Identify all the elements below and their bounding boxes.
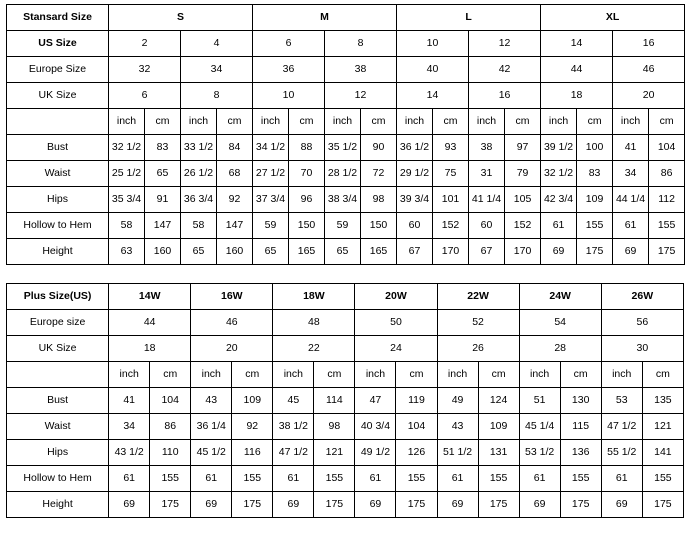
- cell: 112: [649, 187, 685, 213]
- cell: 29 1/2: [397, 161, 433, 187]
- cell: 67: [397, 239, 433, 265]
- cell: 72: [361, 161, 397, 187]
- cell: 38: [469, 135, 505, 161]
- cell: 147: [145, 213, 181, 239]
- row-label-hips: Hips: [7, 187, 109, 213]
- cell: 20: [613, 83, 685, 109]
- table-row-waist: [7, 414, 684, 440]
- cell: 48: [273, 310, 355, 336]
- unit-cell: cm: [217, 109, 253, 135]
- cell: 36 1/4: [191, 414, 232, 440]
- row-label-us-size: US Size: [7, 31, 109, 57]
- cell: 119: [396, 388, 437, 414]
- unit-cell: cm: [649, 109, 685, 135]
- row-label-europe-size: Europe Size: [7, 57, 109, 83]
- cell: 61: [355, 466, 396, 492]
- cell: 104: [649, 135, 685, 161]
- unit-cell: cm: [361, 109, 397, 135]
- cell: 61: [519, 466, 560, 492]
- cell: 65: [145, 161, 181, 187]
- cell: 69: [191, 492, 232, 518]
- cell: 51: [519, 388, 560, 414]
- cell: 18: [541, 83, 613, 109]
- cell: 49 1/2: [355, 440, 396, 466]
- cell: 8: [325, 31, 397, 57]
- cell: 155: [642, 466, 683, 492]
- cell: 175: [560, 492, 601, 518]
- unit-cell: inch: [613, 109, 649, 135]
- cell: 50: [355, 310, 437, 336]
- cell: 12: [325, 83, 397, 109]
- cell: 155: [649, 213, 685, 239]
- cell: 155: [150, 466, 191, 492]
- cell: 152: [433, 213, 469, 239]
- cell: 152: [505, 213, 541, 239]
- table-row-units: [7, 109, 685, 135]
- table-row-waist: [7, 161, 685, 187]
- cell: 40: [397, 57, 469, 83]
- unit-cell: inch: [109, 362, 150, 388]
- cell: 43 1/2: [109, 440, 150, 466]
- cell: 34 1/2: [253, 135, 289, 161]
- cell: 46: [613, 57, 685, 83]
- cell: 44 1/4: [613, 187, 649, 213]
- plus-size-24w: 24W: [519, 284, 601, 310]
- unit-cell: inch: [273, 362, 314, 388]
- cell: 160: [217, 239, 253, 265]
- cell: 105: [505, 187, 541, 213]
- table-spacer: [6, 265, 684, 283]
- cell: 47 1/2: [273, 440, 314, 466]
- cell: 44: [109, 310, 191, 336]
- cell: 79: [505, 161, 541, 187]
- cell: 16: [613, 31, 685, 57]
- row-label-europe-size: Europe size: [7, 310, 109, 336]
- cell: 61: [109, 466, 150, 492]
- cell: 175: [232, 492, 273, 518]
- cell: 61: [613, 213, 649, 239]
- cell: 67: [469, 239, 505, 265]
- cell: 49: [437, 388, 478, 414]
- cell: 45 1/2: [191, 440, 232, 466]
- cell: 22: [273, 336, 355, 362]
- cell: 121: [314, 440, 355, 466]
- cell: 56: [601, 310, 683, 336]
- cell: 30: [601, 336, 683, 362]
- cell: 61: [541, 213, 577, 239]
- cell: 69: [519, 492, 560, 518]
- row-label-height: Height: [7, 239, 109, 265]
- unit-cell: inch: [601, 362, 642, 388]
- cell: 6: [253, 31, 325, 57]
- cell: 53 1/2: [519, 440, 560, 466]
- cell: 28: [519, 336, 601, 362]
- cell: 32 1/2: [109, 135, 145, 161]
- cell: 90: [361, 135, 397, 161]
- cell: 155: [560, 466, 601, 492]
- letter-size-m: M: [253, 5, 397, 31]
- cell: 98: [361, 187, 397, 213]
- plus-size-14w: 14W: [109, 284, 191, 310]
- unit-cell: inch: [519, 362, 560, 388]
- row-label-bust: Bust: [7, 135, 109, 161]
- letter-size-s: S: [109, 5, 253, 31]
- cell: 69: [601, 492, 642, 518]
- plus-size-table: [6, 283, 684, 518]
- cell: 69: [355, 492, 396, 518]
- plus-size-18w: 18W: [273, 284, 355, 310]
- cell: 33 1/2: [181, 135, 217, 161]
- unit-cell: cm: [232, 362, 273, 388]
- row-label-waist: Waist: [7, 161, 109, 187]
- plus-size-20w: 20W: [355, 284, 437, 310]
- cell: 93: [433, 135, 469, 161]
- cell: 69: [437, 492, 478, 518]
- cell: 61: [437, 466, 478, 492]
- table-row-height: [7, 492, 684, 518]
- cell: 53: [601, 388, 642, 414]
- row-label-hips: Hips: [7, 440, 109, 466]
- cell: 104: [150, 388, 191, 414]
- cell: 59: [325, 213, 361, 239]
- table-row-europe-size: [7, 310, 684, 336]
- cell: 34: [109, 414, 150, 440]
- cell: 109: [232, 388, 273, 414]
- standard-size-table: [6, 4, 685, 265]
- unit-cell: cm: [560, 362, 601, 388]
- cell: 58: [109, 213, 145, 239]
- cell: 141: [642, 440, 683, 466]
- cell: 26: [437, 336, 519, 362]
- cell: 155: [577, 213, 613, 239]
- table-row-height: [7, 239, 685, 265]
- cell: 175: [577, 239, 613, 265]
- cell: 155: [314, 466, 355, 492]
- table-row-hollow-to-hem: [7, 213, 685, 239]
- cell: 55 1/2: [601, 440, 642, 466]
- cell: 175: [396, 492, 437, 518]
- cell: 68: [217, 161, 253, 187]
- cell: 88: [289, 135, 325, 161]
- cell: 100: [577, 135, 613, 161]
- cell: 10: [253, 83, 325, 109]
- cell: 37 3/4: [253, 187, 289, 213]
- cell: 91: [145, 187, 181, 213]
- row-label-height: Height: [7, 492, 109, 518]
- table-row-hips: [7, 187, 685, 213]
- cell: 175: [649, 239, 685, 265]
- cell: 61: [601, 466, 642, 492]
- cell: 38 1/2: [273, 414, 314, 440]
- cell: 98: [314, 414, 355, 440]
- cell: 65: [325, 239, 361, 265]
- cell: 121: [642, 414, 683, 440]
- unit-cell: inch: [397, 109, 433, 135]
- unit-cell: cm: [642, 362, 683, 388]
- cell: 45: [273, 388, 314, 414]
- unit-cell: inch: [191, 362, 232, 388]
- cell: 36 3/4: [181, 187, 217, 213]
- unit-cell: inch: [469, 109, 505, 135]
- cell: 31: [469, 161, 505, 187]
- table-row-hollow-to-hem: [7, 466, 684, 492]
- cell: 10: [397, 31, 469, 57]
- unit-cell: inch: [437, 362, 478, 388]
- cell: 175: [478, 492, 519, 518]
- cell: 43: [437, 414, 478, 440]
- units-row-label: [7, 362, 109, 388]
- cell: 131: [478, 440, 519, 466]
- cell: 4: [181, 31, 253, 57]
- cell: 165: [361, 239, 397, 265]
- unit-cell: cm: [314, 362, 355, 388]
- cell: 59: [253, 213, 289, 239]
- cell: 92: [232, 414, 273, 440]
- table-row-hips: [7, 440, 684, 466]
- row-label-bust: Bust: [7, 388, 109, 414]
- cell: 20: [191, 336, 273, 362]
- cell: 126: [396, 440, 437, 466]
- row-label-waist: Waist: [7, 414, 109, 440]
- table-row-europe-size: [7, 57, 685, 83]
- cell: 130: [560, 388, 601, 414]
- cell: 175: [150, 492, 191, 518]
- row-label-uk-size: UK Size: [7, 83, 109, 109]
- cell: 41: [613, 135, 649, 161]
- cell: 52: [437, 310, 519, 336]
- row-label-hollow-to-hem: Hollow to Hem: [7, 466, 109, 492]
- cell: 124: [478, 388, 519, 414]
- cell: 150: [289, 213, 325, 239]
- plus-size-22w: 22W: [437, 284, 519, 310]
- letter-size-l: L: [397, 5, 541, 31]
- unit-cell: inch: [253, 109, 289, 135]
- standard-size-header: Stansard Size: [7, 5, 109, 31]
- cell: 114: [314, 388, 355, 414]
- table-row-plus-sizes: [7, 284, 684, 310]
- cell: 47: [355, 388, 396, 414]
- cell: 109: [577, 187, 613, 213]
- cell: 24: [355, 336, 437, 362]
- cell: 155: [232, 466, 273, 492]
- cell: 150: [361, 213, 397, 239]
- cell: 160: [145, 239, 181, 265]
- cell: 115: [560, 414, 601, 440]
- cell: 86: [649, 161, 685, 187]
- letter-size-xl: XL: [541, 5, 685, 31]
- cell: 61: [273, 466, 314, 492]
- cell: 36 1/2: [397, 135, 433, 161]
- cell: 175: [642, 492, 683, 518]
- cell: 46: [191, 310, 273, 336]
- unit-cell: cm: [396, 362, 437, 388]
- cell: 34: [181, 57, 253, 83]
- cell: 97: [505, 135, 541, 161]
- cell: 58: [181, 213, 217, 239]
- cell: 6: [109, 83, 181, 109]
- table-row-uk-size: [7, 83, 685, 109]
- cell: 70: [289, 161, 325, 187]
- cell: 69: [613, 239, 649, 265]
- cell: 65: [181, 239, 217, 265]
- plus-size-16w: 16W: [191, 284, 273, 310]
- cell: 110: [150, 440, 191, 466]
- cell: 83: [577, 161, 613, 187]
- unit-cell: cm: [478, 362, 519, 388]
- cell: 51 1/2: [437, 440, 478, 466]
- cell: 35 3/4: [109, 187, 145, 213]
- cell: 175: [314, 492, 355, 518]
- cell: 36: [253, 57, 325, 83]
- unit-cell: inch: [355, 362, 396, 388]
- cell: 47 1/2: [601, 414, 642, 440]
- unit-cell: cm: [433, 109, 469, 135]
- cell: 8: [181, 83, 253, 109]
- table-row-units: [7, 362, 684, 388]
- cell: 83: [145, 135, 181, 161]
- cell: 63: [109, 239, 145, 265]
- cell: 96: [289, 187, 325, 213]
- cell: 39 3/4: [397, 187, 433, 213]
- units-row-label: [7, 109, 109, 135]
- cell: 69: [541, 239, 577, 265]
- cell: 25 1/2: [109, 161, 145, 187]
- cell: 43: [191, 388, 232, 414]
- cell: 2: [109, 31, 181, 57]
- cell: 38: [325, 57, 397, 83]
- cell: 60: [469, 213, 505, 239]
- cell: 54: [519, 310, 601, 336]
- unit-cell: inch: [541, 109, 577, 135]
- cell: 170: [433, 239, 469, 265]
- cell: 14: [397, 83, 469, 109]
- unit-cell: cm: [289, 109, 325, 135]
- row-label-uk-size: UK Size: [7, 336, 109, 362]
- cell: 69: [109, 492, 150, 518]
- cell: 60: [397, 213, 433, 239]
- cell: 35 1/2: [325, 135, 361, 161]
- table-row-bust: [7, 388, 684, 414]
- cell: 27 1/2: [253, 161, 289, 187]
- cell: 32: [109, 57, 181, 83]
- cell: 155: [478, 466, 519, 492]
- unit-cell: cm: [145, 109, 181, 135]
- cell: 75: [433, 161, 469, 187]
- cell: 165: [289, 239, 325, 265]
- table-row-letter-sizes: [7, 5, 685, 31]
- cell: 136: [560, 440, 601, 466]
- cell: 34: [613, 161, 649, 187]
- cell: 14: [541, 31, 613, 57]
- unit-cell: cm: [150, 362, 191, 388]
- row-label-hollow-to-hem: Hollow to Hem: [7, 213, 109, 239]
- cell: 26 1/2: [181, 161, 217, 187]
- cell: 86: [150, 414, 191, 440]
- cell: 32 1/2: [541, 161, 577, 187]
- cell: 39 1/2: [541, 135, 577, 161]
- cell: 65: [253, 239, 289, 265]
- cell: 109: [478, 414, 519, 440]
- table-row-us-size: [7, 31, 685, 57]
- cell: 42 3/4: [541, 187, 577, 213]
- cell: 92: [217, 187, 253, 213]
- unit-cell: cm: [505, 109, 541, 135]
- cell: 38 3/4: [325, 187, 361, 213]
- cell: 40 3/4: [355, 414, 396, 440]
- cell: 28 1/2: [325, 161, 361, 187]
- cell: 116: [232, 440, 273, 466]
- unit-cell: cm: [577, 109, 613, 135]
- cell: 69: [273, 492, 314, 518]
- cell: 18: [109, 336, 191, 362]
- cell: 147: [217, 213, 253, 239]
- unit-cell: inch: [325, 109, 361, 135]
- cell: 16: [469, 83, 541, 109]
- plus-size-26w: 26W: [601, 284, 683, 310]
- cell: 44: [541, 57, 613, 83]
- cell: 42: [469, 57, 541, 83]
- unit-cell: inch: [181, 109, 217, 135]
- cell: 61: [191, 466, 232, 492]
- cell: 104: [396, 414, 437, 440]
- cell: 84: [217, 135, 253, 161]
- table-row-bust: [7, 135, 685, 161]
- cell: 155: [396, 466, 437, 492]
- cell: 45 1/4: [519, 414, 560, 440]
- cell: 41 1/4: [469, 187, 505, 213]
- cell: 170: [505, 239, 541, 265]
- table-row-uk-size: [7, 336, 684, 362]
- unit-cell: inch: [109, 109, 145, 135]
- cell: 101: [433, 187, 469, 213]
- cell: 41: [109, 388, 150, 414]
- plus-size-header: Plus Size(US): [7, 284, 109, 310]
- cell: 135: [642, 388, 683, 414]
- cell: 12: [469, 31, 541, 57]
